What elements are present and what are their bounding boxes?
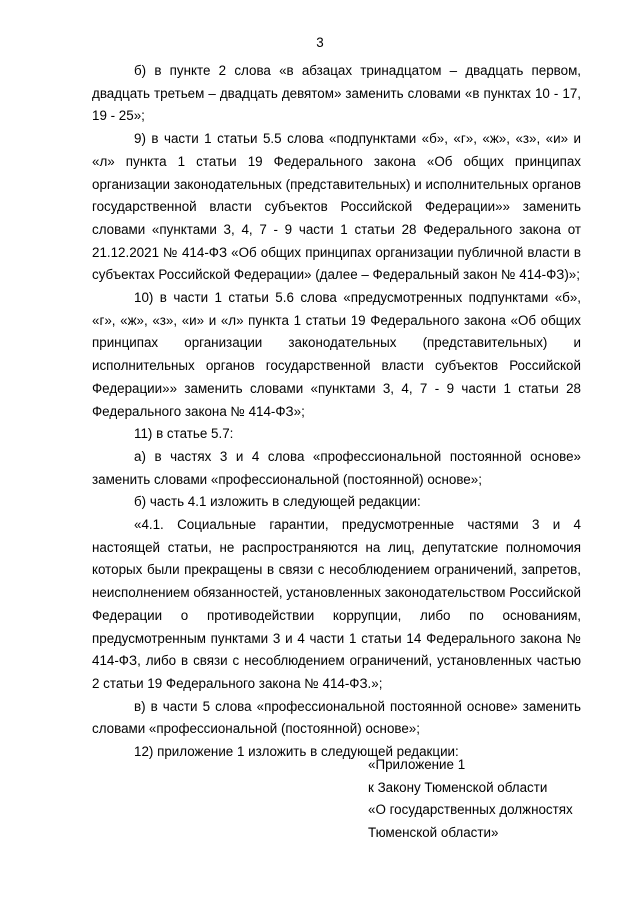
appendix-line-3: «О государственных должностях [368,802,573,818]
appendix-line-1: «Приложение 1 [368,757,466,772]
paragraph-11-a: а) в частях 3 и 4 слова «профессиональной постоянной основе» заменить словами «профессиональной (постоянной) основе»; [92,448,581,487]
paragraph-4-1-text: «4.1. Социальные гарантии, предусмотренные частями 3 и 4 настоящей статьи, не распространяются на лиц, депутатские полномочия которых были прекращены в связи с несоблюдением ограничений, запретов, неисполнением обязанностей, установленных законодательством Российской Федерации о противодействии коррупции, либо по основаниям, предусмотренным пунктами 3 и 4 части 1 статьи 14 Федерального закона № 414-ФЗ, либо в связи с несоблюдением ограничений, установленных частью 2 статьи 19 Федерального закона № 414-ФЗ.»; [92,517,581,691]
paragraph-11-article-5-7: 11) в статье 5.7: [134,426,234,442]
paragraph-10-article-5-6: 10) в части 1 статьи 5.6 слова «предусмотренных подпунктами «б», «г», «ж», «з», «и» и «л» пункта 1 статьи 19 Федерального закона «Об общих принципах организации законодательных (представительных) и исполнительных органов государственной власти субъектов Российской Федерации»» заменить словами «пунктами 3, 4, 7 - 9 части 1 статьи 28 Федерального закона № 414-ФЗ»; [92,290,581,419]
paragraph-11-v: в) в части 5 слова «профессиональной постоянной основе» заменить словами «профессиональной (постоянной) основе»; [92,698,581,737]
page-number: 3 [316,35,324,50]
paragraph-item-b-point-2: б) в пункте 2 слова «в абзацах тринадцатом – двадцать первом, двадцать третьем – двадцать девятом» заменить словами «в пунктах 10 - 17, 19 - 25»; [92,63,581,124]
appendix-line-4: Тюменской области» [368,825,499,841]
paragraph-9-article-5-5: 9) в части 1 статьи 5.5 слова «подпунктами «б», «г», «ж», «з», «и» и «л» пункта 1 статьи 19 Федерального закона «Об общих принципах организации законодательных (представительных) и исполнительных органов государственной власти субъектов Российской Федерации»» заменить словами «пунктами 3, 4, 7 - 9 части 1 статьи 28 Федерального закона от 21.12.2021 № 414-ФЗ «Об общих принципах организации публичной власти в субъектах Российской Федерации» (далее – Федеральный закон № 414-ФЗ)»; [92,131,581,283]
document-body [92,60,581,764]
paragraph-11-b: б) часть 4.1 изложить в следующей редакции: [134,494,421,510]
appendix-heading [368,754,608,845]
paragraph-12-appendix: 12) приложение 1 изложить в следующей редакции: [134,744,459,760]
appendix-line-2: к Закону Тюменской области [368,779,548,795]
